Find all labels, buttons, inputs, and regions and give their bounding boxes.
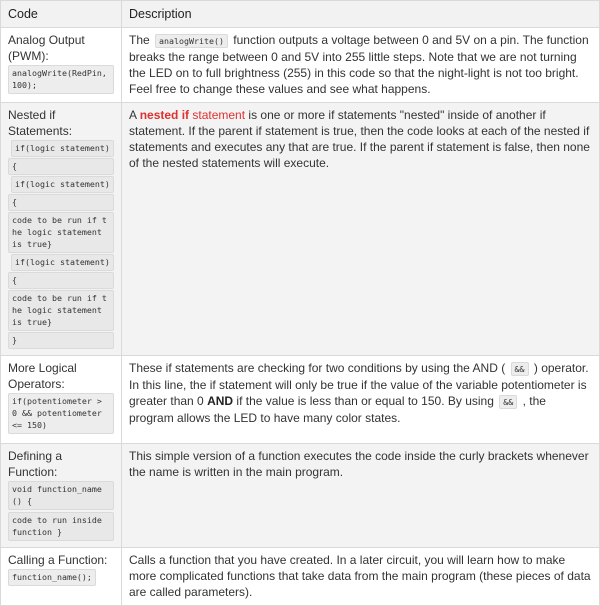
- code-cell: [1, 548, 122, 606]
- description-text: These if statements are checking for two conditions by using the AND (: [129, 361, 509, 375]
- table-row: [1, 548, 600, 606]
- row-title: Calling a Function:: [8, 553, 108, 567]
- code-snippet: void function_name () {: [8, 481, 114, 510]
- code-cell: [1, 28, 122, 103]
- emphasis-text: AND: [207, 394, 234, 408]
- code-snippet: analogWrite(RedPin, 100);: [8, 65, 114, 94]
- description-text: if the value is less than or equal to 150. By using: [233, 394, 498, 408]
- code-snippet: if(potentiometer > 0 && potentiometer <= 150): [8, 393, 114, 434]
- code-snippet: code to be run if the logic statement is true}: [8, 290, 114, 331]
- description-cell: [122, 28, 600, 103]
- code-cell: [1, 444, 122, 548]
- column-header-code: Code: [1, 1, 122, 28]
- code-cell: [1, 103, 122, 356]
- table-row: [1, 444, 600, 548]
- row-title: Nested if Statements:: [8, 108, 73, 138]
- code-snippet: }: [8, 332, 114, 349]
- description-text: ) operator. In this line, the if statement will only be true if the value of the variable potentiometer is greater than 0: [129, 361, 589, 408]
- row-title: Defining a Function:: [8, 449, 63, 479]
- code-snippet: code to be run if the logic statement is true}: [8, 212, 114, 253]
- code-snippet: if(logic statement): [11, 176, 114, 193]
- description-cell: Calls a function that you have created. In a later circuit, you will learn how to make more complicated functions that take data from the main program (these pieces of data are called parameters).: [122, 548, 600, 606]
- description-cell: [122, 356, 600, 444]
- description-cell: [122, 103, 600, 356]
- table-row: [1, 356, 600, 444]
- inline-code: analogWrite(): [155, 34, 228, 48]
- column-header-description: Description: [122, 1, 600, 28]
- description-text: function outputs a voltage between 0 and 5V on a pin. The function breaks the range between 0 and 5V into 255 little steps. Note that we are not turning the LED on to full brightness (255) in this code so that the night-light is not too bright. Feel free to change these values and see what happens.: [129, 33, 589, 96]
- code-snippet: {: [8, 158, 114, 175]
- description-cell: This simple version of a function executes the code inside the curly brackets whenever the name is written in the main program.: [122, 444, 600, 548]
- row-title: Analog Output (PWM):: [8, 33, 85, 63]
- code-snippet: if(logic statement): [11, 140, 114, 157]
- nested-if-link[interactable]: nested if: [139, 108, 190, 122]
- table-header-row: [1, 1, 600, 28]
- description-text: , the program allows the LED to have many color states.: [129, 394, 546, 425]
- code-cell: [1, 356, 122, 444]
- row-title: More Logical Operators:: [8, 361, 77, 391]
- inline-code: &&: [511, 362, 529, 376]
- table-row: [1, 103, 600, 356]
- statement-link[interactable]: statement: [189, 108, 246, 122]
- description-text: is one or more if statements "nested" inside of another if statement. If the parent if statement is true, then the code looks at each of the nested if statements and executes any that are true. If the parent if statement is false, then none of the nested statements will execute.: [129, 108, 590, 170]
- code-snippet: function_name();: [8, 569, 96, 586]
- description-text: The: [129, 33, 154, 47]
- code-snippet: {: [8, 272, 114, 289]
- code-snippet: code to run inside function }: [8, 512, 114, 541]
- code-snippet: {: [8, 194, 114, 211]
- description-text: A: [129, 108, 140, 122]
- code-snippet: if(logic statement): [11, 254, 114, 271]
- inline-code: &&: [499, 395, 517, 409]
- table-row: [1, 28, 600, 103]
